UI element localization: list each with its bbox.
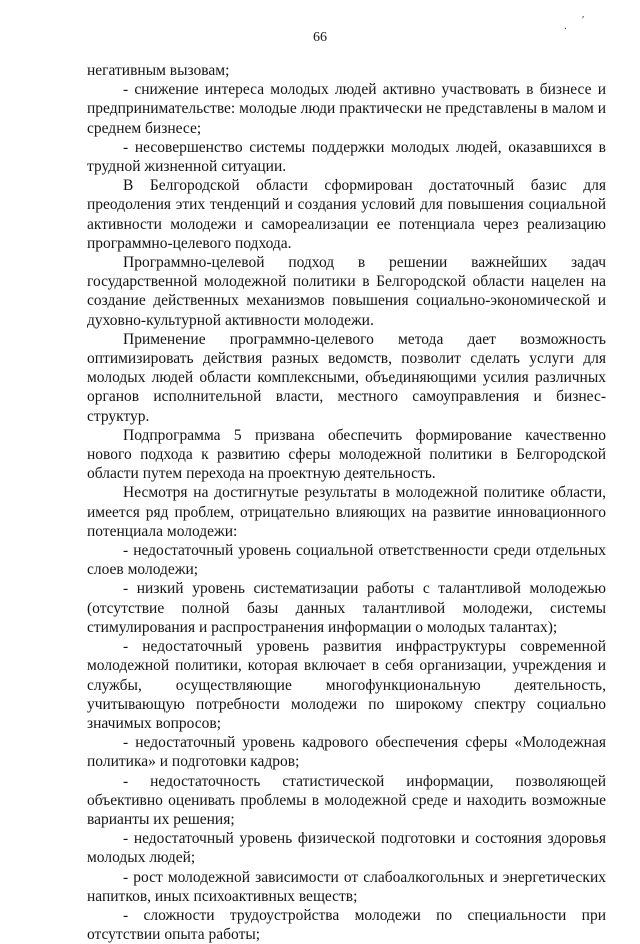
paragraph: В Белгородской области сформирован достаточный базис для преодоления этих тенденций и создания условий для повышения социальной активности молодежи и самореализации ее потенциала через реализацию программно-целевого подхода. <box>87 177 606 252</box>
scan-mark: . <box>564 20 567 32</box>
paragraph: Подпрограмма 5 призвана обеспечить формирование качественно нового подхода к развитию сферы молодежной политики в Белгородской области путем перехода на проектную деятельность. <box>87 426 606 483</box>
list-item: - недостаточный уровень социальной ответственности среди отдельных слоев молодежи; <box>87 542 606 579</box>
paragraph: Несмотря на достигнутые результаты в молодежной политике области, имеется ряд проблем, отрицательно влияющих на развитие инновационного потенциала молодежи: <box>87 484 606 540</box>
paragraph: Применение программно-целевого метода дает возможность оптимизировать действия разных ведомств, позволит сделать услуги для молодых людей области комплексными, объединяющими усилия различных органов исполнительной власти, местного самоуправления и бизнес-структур. <box>87 330 606 425</box>
paragraph: - снижение интереса молодых людей активно участвовать в бизнесе и предпринимательстве: молодые люди практически не представлены в малом и среднем бизнесе; <box>87 81 606 137</box>
list-item: - недостаточный уровень физической подготовки и состояния здоровья молодых людей; <box>87 830 606 867</box>
list-item: - недостаточный уровень кадрового обеспечения сферы «Молодежная политика» и подготовки кадров; <box>87 734 606 771</box>
list-item: - рост молодежной зависимости от слабоалкогольных и энергетических напитков, иных психоактивных веществ; <box>87 868 606 905</box>
list-item: - недостаточный уровень развития инфраструктуры современной молодежной политики, которая включает в себя организации, учреждения и службы, осуществляющие многофункциональную деятельность, учитывающую потребности молодежи по широкому спектру социально значимых вопросов; <box>87 638 606 732</box>
paragraph: негативным вызовам; <box>87 62 230 79</box>
page-number: 66 <box>313 30 327 45</box>
document-body <box>87 61 606 944</box>
scan-mark: ′ <box>582 14 585 26</box>
list-item: - низкий уровень систематизации работы с талантливой молодежью (отсутствие полной базы данных талантливой молодежи, системы стимулирования и распространения информации о молодых талантах); <box>87 580 606 636</box>
paragraph: - несовершенство системы поддержки молодых людей, оказавшихся в трудной жизненной ситуации. <box>87 138 606 176</box>
paragraph: Программно-целевой подход в решении важнейших задач государственной молодежной политики в Белгородской области нацелен на создание действенных механизмов повышения социально-экономической и духовно-культурной активности молодежи. <box>87 254 606 329</box>
list-item: - сложности трудоустройства молодежи по специальности при отсутствии опыта работы; <box>87 906 606 944</box>
list-item: - недостаточность статистической информации, позволяющей объективно оценивать проблемы в молодежной среде и находить возможные варианты их решения; <box>87 772 606 828</box>
